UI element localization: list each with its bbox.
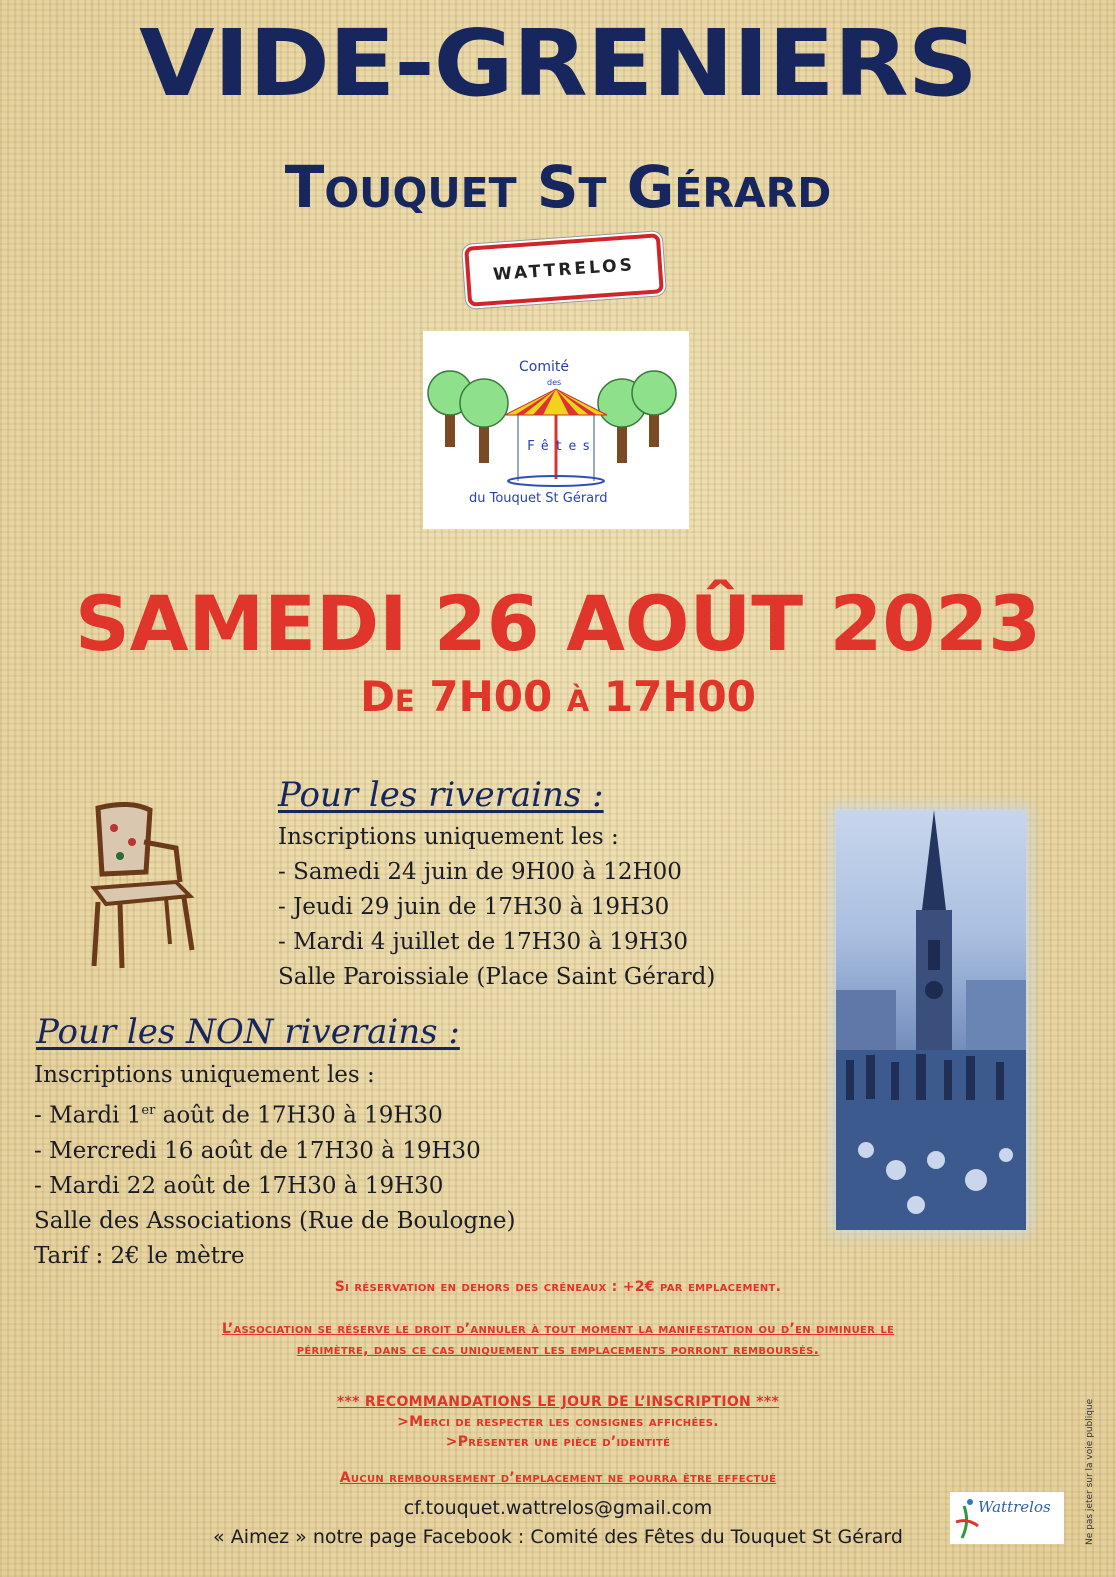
riverains-date: - Jeudi 29 juin de 17H30 à 19H30: [278, 894, 670, 920]
poster-title: VIDE-GRENIERS: [139, 10, 977, 117]
association-notice-line1: L’association se réserve le droit d’annuler à tout moment la manifestation ou d’en diminuer le: [221, 1321, 895, 1337]
facebook-line[interactable]: « Aimez » notre page Facebook : Comité des Fêtes du Touquet St Gérard: [213, 1526, 903, 1548]
church-market-photo: [836, 810, 1026, 1230]
riverains-date: - Mardi 4 juillet de 17H30 à 19H30: [278, 929, 689, 955]
reservation-notice: Si réservation en dehors des créneaux : +2€ par emplacement.: [334, 1279, 782, 1295]
riverains-intro: Inscriptions uniquement les :: [278, 824, 619, 850]
non-riverains-place: Salle des Associations (Rue de Boulogne): [34, 1207, 516, 1234]
non-riverains-date: - Mardi 22 août de 17H30 à 19H30: [34, 1172, 444, 1199]
non-riverains-date: - Mercredi 16 août de 17H30 à 19H30: [34, 1137, 481, 1164]
event-hours: De 7H00 à 17H00: [360, 672, 756, 721]
armchair-image: [80, 802, 200, 972]
riverains-list: [278, 820, 715, 995]
wattrelos-city-logo: [950, 1492, 1064, 1544]
logo-text-comite: Comité: [519, 359, 569, 375]
recommendation-item: >Merci de respecter les consignes affichées.: [397, 1414, 719, 1430]
litter-note: Ne pas jeter sur la voie publique: [1085, 1398, 1095, 1545]
town-sign: [464, 233, 664, 307]
event-date: SAMEDI 26 AOÛT 2023: [74, 579, 1042, 668]
town-sign-label: WATTRELOS: [492, 255, 636, 285]
no-refund-notice: Aucun remboursement d’emplacement ne pourra être effectué: [339, 1470, 777, 1486]
poster-subtitle: Touquet St Gérard: [284, 153, 832, 221]
non-riverains-date: - Mardi 1er août de 17H30 à 19H30: [34, 1102, 443, 1129]
non-riverains-intro: Inscriptions uniquement les :: [34, 1062, 375, 1088]
riverains-date: - Samedi 24 juin de 9H00 à 12H00: [278, 859, 682, 885]
logo-text-touquet: du Touquet St Gérard: [469, 491, 608, 506]
logo-text-fetes: Fêtes: [527, 439, 597, 454]
recommendations-title: *** RECOMMANDATIONS LE JOUR DE L’INSCRIPTION ***: [336, 1394, 780, 1410]
logo-text-des: des: [547, 378, 562, 387]
comite-logo: [423, 331, 689, 529]
tarif: Tarif : 2€ le mètre: [34, 1242, 245, 1269]
wattrelos-logo-text: Wattrelos: [978, 1498, 1051, 1516]
riverains-place: Salle Paroissiale (Place Saint Gérard): [278, 964, 716, 990]
non-riverains-list: [34, 1058, 516, 1274]
contact-email[interactable]: cf.touquet.wattrelos@gmail.com: [403, 1497, 713, 1519]
non-riverains-title: Pour les NON riverains :: [36, 1012, 460, 1052]
association-notice-line2: périmètre, dans ce cas uniquement les emplacements porront remboursés.: [296, 1342, 820, 1358]
riverains-title: Pour les riverains :: [278, 775, 604, 815]
recommendation-item: >Présenter une pièce d’identité: [445, 1434, 671, 1450]
